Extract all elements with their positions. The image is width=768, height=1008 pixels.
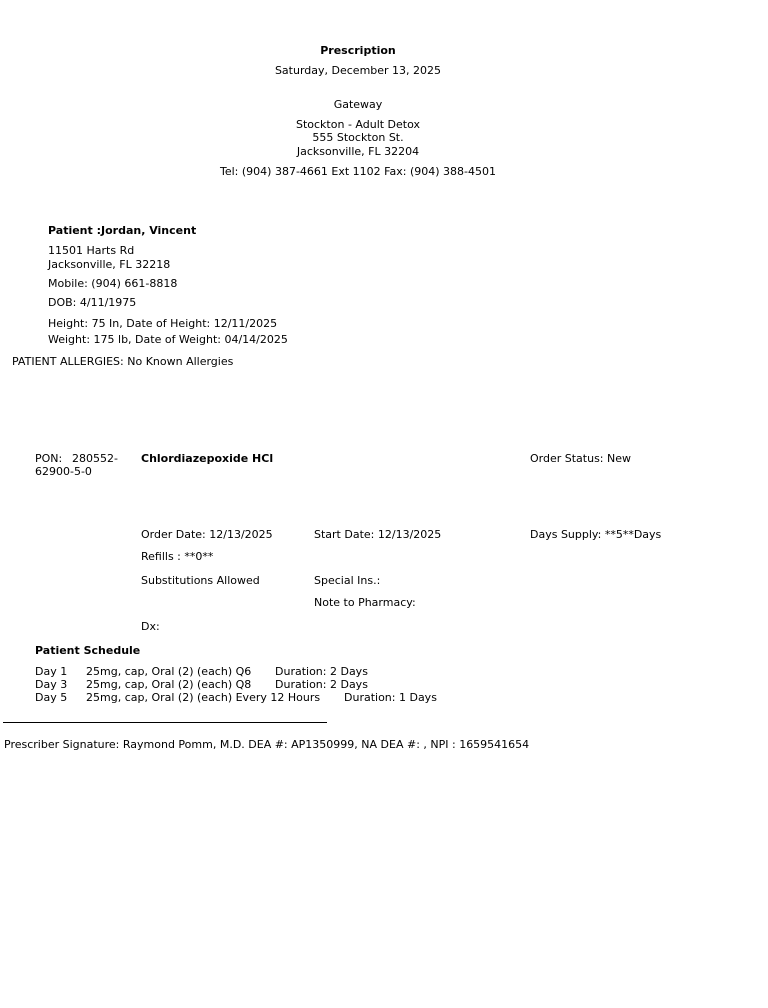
diagnosis: Dx: (141, 620, 160, 633)
facility-street: 555 Stockton St. (312, 131, 404, 144)
patient-height: Height: 75 In, Date of Height: 12/11/2025 (48, 317, 278, 330)
document-title: Prescription (320, 44, 396, 57)
pon-label: PON: (35, 452, 63, 465)
patient-address-line1: 11501 Harts Rd (48, 244, 135, 257)
refills: Refills : **0** (141, 550, 214, 563)
patient-address-line2: Jacksonville, FL 32218 (48, 258, 171, 271)
schedule-day: Day 5 (35, 691, 68, 704)
note-to-pharmacy: Note to Pharmacy: (314, 596, 416, 609)
schedule-title: Patient Schedule (35, 644, 141, 657)
patient-mobile: Mobile: (904) 661-8818 (48, 277, 178, 290)
days-supply: Days Supply: **5**Days (530, 528, 662, 541)
document-date: Saturday, December 13, 2025 (274, 64, 442, 77)
start-date: Start Date: 12/13/2025 (314, 528, 442, 541)
order-status: Order Status: New (530, 452, 632, 465)
patient-label: Patient : (48, 224, 101, 237)
facility-name: Stockton - Adult Detox (295, 118, 421, 131)
schedule-dose: 25mg, cap, Oral (2) (each) Every 12 Hours (86, 691, 321, 704)
patient-weight: Weight: 175 lb, Date of Weight: 04/14/2025 (48, 333, 288, 346)
schedule-dose: 25mg, cap, Oral (2) (each) Q6 (86, 665, 252, 678)
schedule-duration: Duration: 2 Days (275, 665, 368, 678)
schedule-dose: 25mg, cap, Oral (2) (each) Q8 (86, 678, 252, 691)
organization-name: Gateway (333, 98, 383, 111)
drug-name: Chlordiazepoxide HCl (141, 452, 274, 465)
pon-value-line1: 280552- (72, 452, 118, 465)
patient-name: Jordan, Vincent (101, 224, 197, 237)
schedule-duration: Duration: 1 Days (344, 691, 437, 704)
order-date: Order Date: 12/13/2025 (141, 528, 273, 541)
schedule-day: Day 1 (35, 665, 68, 678)
patient-dob: DOB: 4/11/1975 (48, 296, 137, 309)
patient-header (48, 224, 196, 237)
prescriber-signature: Prescriber Signature: Raymond Pomm, M.D. DEA #: AP1350999, NA DEA #: , NPI : 1659541654 (4, 738, 530, 751)
schedule-duration: Duration: 2 Days (275, 678, 368, 691)
patient-allergies: PATIENT ALLERGIES: No Known Allergies (12, 355, 234, 368)
facility-phone: Tel: (904) 387-4661 Ext 1102 Fax: (904) 388-4501 (220, 165, 496, 178)
signature-line (3, 722, 327, 723)
special-instructions: Special Ins.: (314, 574, 381, 587)
schedule-day: Day 3 (35, 678, 68, 691)
substitutions: Substitutions Allowed (141, 574, 260, 587)
facility-city: Jacksonville, FL 32204 (296, 145, 420, 158)
pon-value-line2: 62900-5-0 (35, 465, 92, 478)
